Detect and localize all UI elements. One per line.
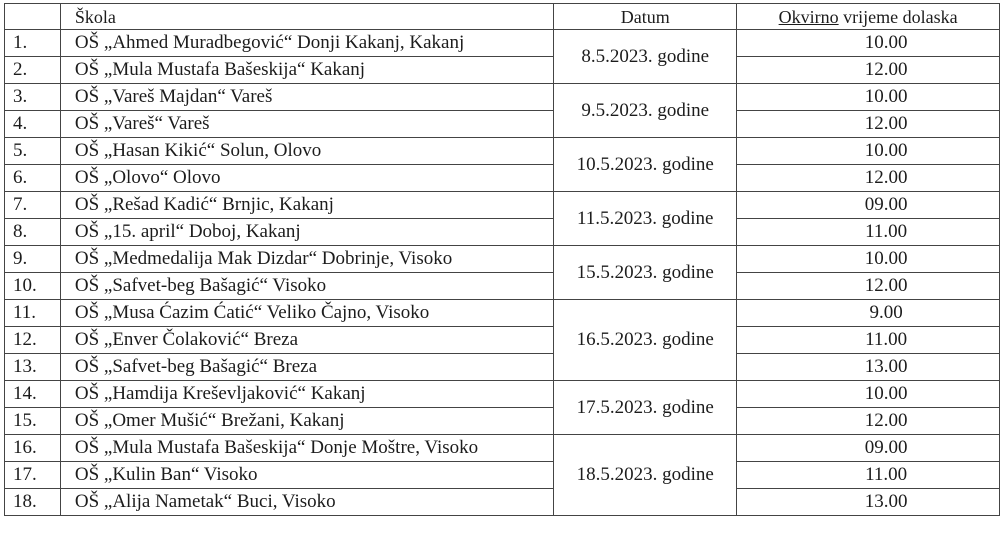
- header-number: [5, 4, 61, 30]
- row-date: 11.5.2023. godine: [554, 192, 737, 246]
- row-time: 13.00: [737, 489, 1000, 516]
- row-time: 10.00: [737, 84, 1000, 111]
- row-school: OŠ „Olovo“ Olovo: [60, 165, 553, 192]
- row-time: 12.00: [737, 408, 1000, 435]
- row-time: 10.00: [737, 246, 1000, 273]
- row-date: 16.5.2023. godine: [554, 300, 737, 381]
- row-time: 10.00: [737, 138, 1000, 165]
- row-time: 12.00: [737, 165, 1000, 192]
- table-row: [5, 246, 1000, 273]
- row-number: 12.: [5, 327, 61, 354]
- header-school: Škola: [60, 4, 553, 30]
- row-time: 13.00: [737, 354, 1000, 381]
- header-date: Datum: [554, 4, 737, 30]
- row-number: 9.: [5, 246, 61, 273]
- row-school: OŠ „Mula Mustafa Bašeskija“ Kakanj: [60, 57, 553, 84]
- row-time: 09.00: [737, 192, 1000, 219]
- row-number: 10.: [5, 273, 61, 300]
- row-number: 1.: [5, 30, 61, 57]
- row-school: OŠ „Safvet-beg Bašagić“ Visoko: [60, 273, 553, 300]
- table-row: [5, 111, 1000, 138]
- row-time: 10.00: [737, 30, 1000, 57]
- table-row: [5, 84, 1000, 111]
- header-arrival-time-rest: vrijeme dolaska: [838, 6, 958, 27]
- row-number: 14.: [5, 381, 61, 408]
- row-number: 8.: [5, 219, 61, 246]
- table-row: [5, 30, 1000, 57]
- row-school: OŠ „15. april“ Doboj, Kakanj: [60, 219, 553, 246]
- row-number: 5.: [5, 138, 61, 165]
- row-school: OŠ „Mula Mustafa Bašeskija“ Donje Moštre, Visoko: [60, 435, 553, 462]
- header-arrival-time-underlined: Okvirno: [778, 6, 839, 27]
- table-header-row: [5, 4, 1000, 30]
- row-number: 18.: [5, 489, 61, 516]
- row-school: OŠ „Enver Čolaković“ Breza: [60, 327, 553, 354]
- row-number: 16.: [5, 435, 61, 462]
- schedule-sheet: [4, 3, 1000, 516]
- row-number: 6.: [5, 165, 61, 192]
- row-number: 7.: [5, 192, 61, 219]
- row-school: OŠ „Ahmed Muradbegović“ Donji Kakanj, Kakanj: [60, 30, 553, 57]
- table-row: [5, 408, 1000, 435]
- row-date: 8.5.2023. godine: [554, 30, 737, 84]
- row-number: 11.: [5, 300, 61, 327]
- row-date: 17.5.2023. godine: [554, 381, 737, 435]
- row-date: 15.5.2023. godine: [554, 246, 737, 300]
- table-row: [5, 300, 1000, 327]
- row-school: OŠ „Kulin Ban“ Visoko: [60, 462, 553, 489]
- row-time: 09.00: [737, 435, 1000, 462]
- school-visit-schedule-table: [4, 3, 1000, 516]
- row-school: OŠ „Hamdija Kreševljaković“ Kakanj: [60, 381, 553, 408]
- table-row: [5, 273, 1000, 300]
- row-time: 11.00: [737, 462, 1000, 489]
- table-row: [5, 327, 1000, 354]
- table-row: [5, 462, 1000, 489]
- row-date: 9.5.2023. godine: [554, 84, 737, 138]
- row-number: 17.: [5, 462, 61, 489]
- header-arrival-time: [737, 4, 1000, 30]
- row-number: 3.: [5, 84, 61, 111]
- row-time: 12.00: [737, 273, 1000, 300]
- table-row: [5, 165, 1000, 192]
- row-school: OŠ „Medmedalija Mak Dizdar“ Dobrinje, Visoko: [60, 246, 553, 273]
- table-row: [5, 138, 1000, 165]
- table-row: [5, 489, 1000, 516]
- row-time: 10.00: [737, 381, 1000, 408]
- row-school: OŠ „Vareš Majdan“ Vareš: [60, 84, 553, 111]
- table-row: [5, 192, 1000, 219]
- row-school: OŠ „Musa Ćazim Ćatić“ Veliko Čajno, Visoko: [60, 300, 553, 327]
- row-number: 2.: [5, 57, 61, 84]
- row-number: 15.: [5, 408, 61, 435]
- row-time: 11.00: [737, 327, 1000, 354]
- row-number: 13.: [5, 354, 61, 381]
- row-school: OŠ „Vareš“ Vareš: [60, 111, 553, 138]
- row-time: 12.00: [737, 57, 1000, 84]
- table-row: [5, 381, 1000, 408]
- row-time: 9.00: [737, 300, 1000, 327]
- row-school: OŠ „Hasan Kikić“ Solun, Olovo: [60, 138, 553, 165]
- row-school: OŠ „Safvet-beg Bašagić“ Breza: [60, 354, 553, 381]
- row-time: 11.00: [737, 219, 1000, 246]
- table-row: [5, 57, 1000, 84]
- row-school: OŠ „Rešad Kadić“ Brnjic, Kakanj: [60, 192, 553, 219]
- row-school: OŠ „Omer Mušić“ Brežani, Kakanj: [60, 408, 553, 435]
- table-row: [5, 354, 1000, 381]
- table-row: [5, 435, 1000, 462]
- table-row: [5, 219, 1000, 246]
- row-date: 10.5.2023. godine: [554, 138, 737, 192]
- row-school: OŠ „Alija Nametak“ Buci, Visoko: [60, 489, 553, 516]
- row-time: 12.00: [737, 111, 1000, 138]
- row-number: 4.: [5, 111, 61, 138]
- row-date: 18.5.2023. godine: [554, 435, 737, 516]
